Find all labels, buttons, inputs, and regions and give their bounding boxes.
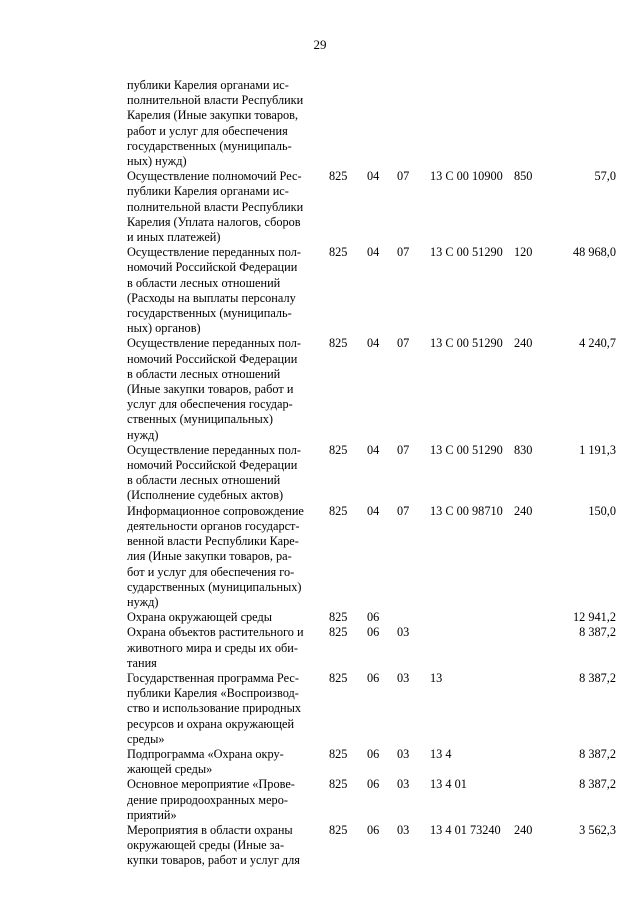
row-subsection-code: 03 <box>397 746 410 761</box>
row-target-article: 13 <box>430 670 443 685</box>
row-ved-code <box>329 78 367 169</box>
row-section-code: 06 <box>367 625 380 640</box>
row-amount: 8 387,2 <box>579 777 616 792</box>
row-subsection-code <box>397 610 430 625</box>
row-ved-code: 825 <box>329 169 348 184</box>
table-row <box>127 625 616 671</box>
row-target-article: 13 4 <box>430 746 452 761</box>
row-section-code: 06 <box>367 746 380 761</box>
row-expense-type <box>514 747 544 777</box>
row-amount: 48 968,0 <box>572 245 616 260</box>
row-target-article <box>430 610 514 625</box>
row-section-code: 06 <box>367 670 380 685</box>
row-subsection-code: 03 <box>397 822 410 837</box>
table-row <box>127 747 616 777</box>
table-row <box>127 336 616 442</box>
row-expense-type: 240 <box>514 336 533 351</box>
row-target-article: 13 С 00 98710 <box>430 503 503 518</box>
table-row <box>127 443 616 504</box>
row-section-code <box>367 78 397 169</box>
row-expense-type: 120 <box>514 245 533 260</box>
row-name: Осуществление полномочий Рес- публики Карелия органами ис- полнительной власти Республики Карелия (Уплата налогов, сборов и иных платежей) <box>127 169 304 245</box>
row-subsection-code <box>397 78 430 169</box>
table-body <box>127 78 616 869</box>
row-name: Государственная программа Рес- публики Карелия «Воспроизвод- ство и использование природных ресурсов и охрана окружающей среды» <box>127 670 302 746</box>
row-name: Охрана объектов растительного и животного мира и среды их оби- тания <box>127 625 304 670</box>
row-name: Подпрограмма «Охрана окру- жающей среды» <box>127 746 284 777</box>
row-name: Осуществление переданных пол- номочий Российской Федерации в области лесных отношений (Расходы на выплаты персоналу государственных (муниципаль- ных) органов) <box>127 245 301 336</box>
row-section-code: 06 <box>367 822 380 837</box>
row-expense-type <box>514 777 544 823</box>
row-ved-code: 825 <box>329 625 348 640</box>
row-section-code: 04 <box>367 169 380 184</box>
row-amount: 1 191,3 <box>579 442 616 457</box>
row-target-article: 13 С 00 10900 <box>430 169 503 184</box>
row-name: Мероприятия в области охраны окружающей среды (Иные за- купки товаров, работ и услуг для <box>127 822 300 868</box>
budget-table <box>127 78 616 869</box>
row-expense-type: 240 <box>514 822 533 837</box>
row-name: Информационное сопровождение деятельности органов государст- венной власти Республики Каре- лия (Иные закупки товаров, ра- бот и услуг для обеспечения го- сударственных (муниципальных) нужд) <box>127 503 304 609</box>
table-row <box>127 504 616 610</box>
row-target-article <box>430 78 514 169</box>
row-subsection-code: 07 <box>397 442 410 457</box>
row-section-code: 04 <box>367 442 380 457</box>
row-ved-code: 825 <box>329 746 348 761</box>
row-amount: 8 387,2 <box>579 670 616 685</box>
row-ved-code: 825 <box>329 670 348 685</box>
row-amount <box>544 78 616 169</box>
row-subsection-code: 03 <box>397 670 410 685</box>
row-target-article: 13 4 01 73240 <box>430 822 501 837</box>
row-name: Охрана окружающей среды <box>127 610 272 625</box>
row-amount: 12 941,2 <box>572 610 616 625</box>
row-expense-type <box>514 671 544 747</box>
row-expense-type <box>514 625 544 671</box>
table-row <box>127 169 616 245</box>
table-row <box>127 777 616 823</box>
row-subsection-code: 07 <box>397 503 410 518</box>
row-expense-type: 240 <box>514 503 533 518</box>
row-ved-code: 825 <box>329 245 348 260</box>
table-row <box>127 245 616 336</box>
row-name: Осуществление переданных пол- номочий Российской Федерации в области лесных отношений (Иные закупки товаров, работ и услуг для обеспечения государ- ственных (муниципальных) нужд) <box>127 336 301 442</box>
row-target-article: 13 С 00 51290 <box>430 442 503 457</box>
row-amount: 8 387,2 <box>579 625 616 640</box>
row-subsection-code: 07 <box>397 169 410 184</box>
row-ved-code: 825 <box>329 503 348 518</box>
row-name: Основное мероприятие «Прове- дение природоохранных меро- приятий» <box>127 777 295 822</box>
row-ved-code: 825 <box>329 610 348 625</box>
row-expense-type: 830 <box>514 442 533 457</box>
row-amount: 150,0 <box>588 503 616 518</box>
row-subsection-code: 07 <box>397 336 410 351</box>
row-section-code: 04 <box>367 245 380 260</box>
table-row <box>127 78 616 169</box>
row-target-article: 13 С 00 51290 <box>430 336 503 351</box>
row-name: Осуществление переданных пол- номочий Российской Федерации в области лесных отношений (Исполнение судебных актов) <box>127 442 301 503</box>
row-amount: 3 562,3 <box>579 822 616 837</box>
row-expense-type <box>514 610 544 625</box>
row-section-code: 04 <box>367 503 380 518</box>
row-target-article <box>430 625 514 671</box>
row-subsection-code: 07 <box>397 245 410 260</box>
row-ved-code: 825 <box>329 336 348 351</box>
row-subsection-code: 03 <box>397 625 410 640</box>
row-section-code: 04 <box>367 336 380 351</box>
row-amount: 57,0 <box>594 169 616 184</box>
row-section-code: 06 <box>367 777 380 792</box>
row-subsection-code: 03 <box>397 777 410 792</box>
row-name: публики Карелия органами ис- полнительной власти Республики Карелия (Иные закупки товаров, работ и услуг для обеспечения государственных (муниципаль- ных) нужд) <box>127 78 304 169</box>
row-target-article: 13 4 01 <box>430 777 467 792</box>
table-row <box>127 610 616 625</box>
row-expense-type <box>514 78 544 169</box>
row-amount: 8 387,2 <box>579 746 616 761</box>
row-amount: 4 240,7 <box>579 336 616 351</box>
row-ved-code: 825 <box>329 442 348 457</box>
row-target-article: 13 С 00 51290 <box>430 245 503 260</box>
row-expense-type: 850 <box>514 169 533 184</box>
row-ved-code: 825 <box>329 822 348 837</box>
row-ved-code: 825 <box>329 777 348 792</box>
table-row <box>127 671 616 747</box>
row-section-code: 06 <box>367 610 380 625</box>
page-number: 29 <box>313 37 327 52</box>
table-row <box>127 823 616 869</box>
